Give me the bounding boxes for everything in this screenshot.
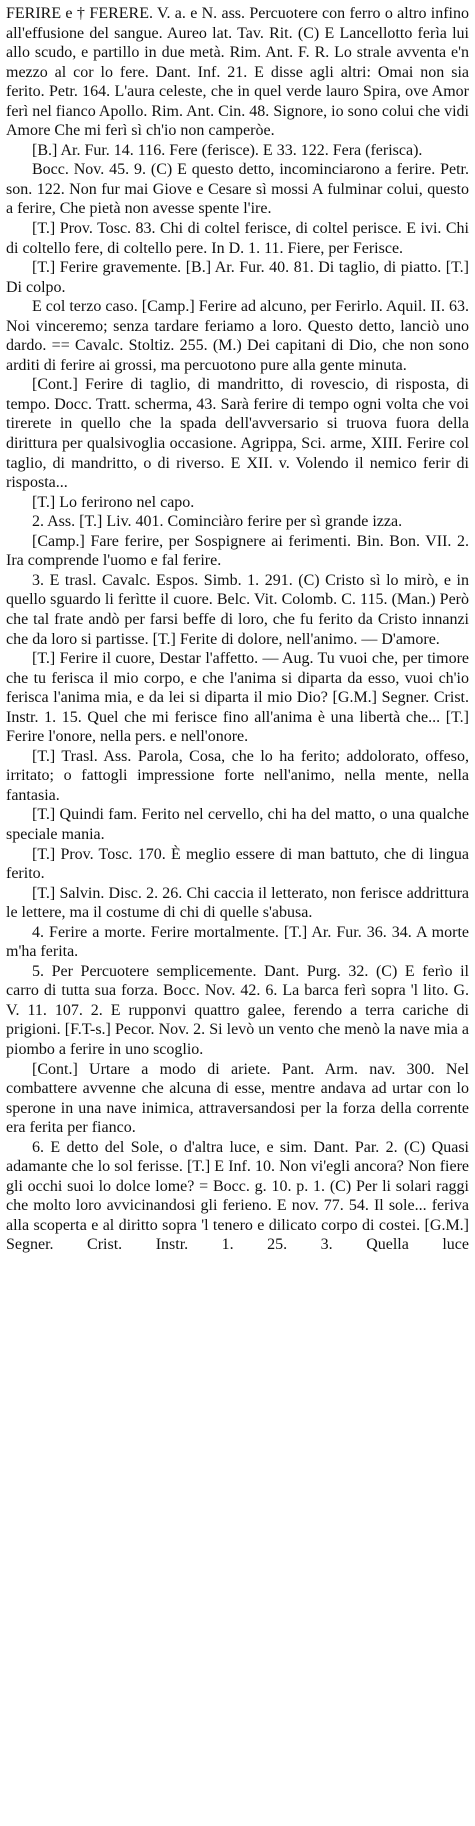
entry-paragraph: [Cont.] Urtare a modo di ariete. Pant. Arm. nav. 300. Nel combattere avvenne che alcuna di esse, mentre andava ad urtar con lo sperone in una nave inimica, attraversandosi per la forza della corrente era ferita per fianco. <box>6 1060 469 1137</box>
entry-paragraph: [T.] Ferire gravemente. [B.] Ar. Fur. 40. 81. Di taglio, di piatto. [T.] Di colpo. <box>6 259 469 296</box>
entry-paragraph: [Cont.] Ferire di taglio, di mandritto, di rovescio, di risposta, di tempo. Docc. Tratt. scherma, 43. Sarà ferire di tempo ogni volta che voi tirerete in quello che la spada dell'avversario si truova fuora della dirittura per qualsivoglia occasione. Agrippa, Sci. arme, XIII. Ferire col taglio, di mandritto, o di riverso. E XII. v. Volendo il nemico ferir di risposta... <box>6 376 469 492</box>
entry-section-paragraph: 5. Per Percuotere semplicemente. Dant. Purg. 32. (C) E ferìo il carro di tutta sua forza. Bocc. Nov. 42. 6. La barca ferì sopra 'l lito. G. V. 11. 107. 2. E rupponvi quattro galee, ferendo a terra cariche di prigioni. [F.T-s.] Pecor. Nov. 2. Si levò un vento che menò la nave mia a piombo a ferire in uno scoglio. <box>6 962 469 1058</box>
entry-paragraph: [T.] Prov. Tosc. 170. È meglio essere di man battuto, che di lingua ferito. <box>6 845 469 883</box>
entry-paragraph: [T.] Prov. Tosc. 83. Chi di coltel ferisce, di coltel perisce. E ivi. Chi di coltello fere, di coltello pere. In D. 1. 11. Fiere, per Ferisce. <box>6 220 469 257</box>
entry-headword-paragraph: FERIRE e † FERERE. V. a. e N. ass. Percuotere con ferro o altro infino all'effusione del sangue. Aureo lat. Tav. Rit. (C) E Lancellotto ferìa lui allo scudo, e partillo in due metà. Rim. Ant. F. R. Lo strale avventa e'n mezzo al cor lo fere. Dant. Inf. 21. E disse agli altri: Omai non sia ferito. Petr. 164. L'aura celeste, che in quel verde lauro Spira, ove Amor ferì nel fianco Apollo. Rim. Ant. Cin. 48. Signore, io sono colui che vidi Amore Che mi ferì sì ch'io non camperòe. <box>6 5 469 140</box>
entry-section-paragraph: 4. Ferire a morte. Ferire mortalmente. [T.] Ar. Fur. 36. 34. A morte m'ha ferita. <box>6 923 469 961</box>
entry-section-paragraph: 6. E detto del Sole, o d'altra luce, e sim. Dant. Par. 2. (C) Quasi adamante che lo sol ferisse. [T.] E Inf. 10. Non vi'egli ancora? Non fiere gli occhi suoi lo dolce lome? = Bocc. g. 10. p. 1. (C) Per li solari raggi che molto loro avvicinandosi gli ferieno. E nov. 77. 54. Il sole... feriva alla scoperta e al diritto sopra 'l tenero e dilicato corpo di costei. [G.M.] Segner. Crist. Instr. 1. 25. 3. Quella luce <box>6 1138 469 1254</box>
entry-paragraph: [B.] Ar. Fur. 14. 116. Fere (ferisce). E 33. 122. Fera (ferisca). <box>32 141 423 159</box>
entry-paragraph: [T.] Lo ferirono nel capo. <box>32 493 195 511</box>
entry-paragraph: [T.] Salvin. Disc. 2. 26. Chi caccia il letterato, non ferisce addrittura le lettere, ma il costume di chi di quelle s'abusa. <box>6 884 469 922</box>
entry-paragraph: E col terzo caso. [Camp.] Ferire ad alcuno, per Ferirlo. Aquil. II. 63. Noi vinceremo; senza tardare feriamo a loro. Questo detto, lanciò uno dardo. == Cavalc. Stoltiz. 255. (M.) Dei capitani di Dio, che non sono arditi di ferire ai grossi, ma percuotono pure alla gente minuta. <box>6 298 469 374</box>
entry-paragraph: [T.] Ferire il cuore, Destar l'affetto. — Aug. Tu vuoi che, per timore che tu ferisca il mio corpo, e che l'anima si diparta da esso, vuoi ch'io ferisca l'anima mia, e da lei si diparta il mio Dio? [G.M.] Segner. Crist. Instr. 1. 15. Quel che mi ferisce fino all'anima è una libertà che... [T.] Ferire l'onore, nella pers. e nell'onore. <box>6 650 469 746</box>
entry-section-paragraph: 3. E trasl. Cavalc. Espos. Simb. 1. 291. (C) Cristo sì lo mirò, e in quello sguardo li ferìtte il cuore. Belc. Vit. Colomb. C. 115. (Man.) Però che tal frate andò per farsi beffe di loro, che fu ferito da Cristo innanzi che da loro si partisse. [T.] Ferite di dolore, nell'animo. — D'amore. <box>6 571 469 648</box>
entry-paragraph: [Camp.] Fare ferire, per Sospignere ai ferimenti. Bin. Bon. VII. 2. Ira comprende l'uomo e fal ferire. <box>6 532 469 570</box>
entry-paragraph: [T.] Trasl. Ass. Parola, Cosa, che lo ha ferito; addolorato, offeso, irritato; o fattogli impressione forte nell'animo, nella mente, nella fantasia. <box>6 747 469 804</box>
entry-paragraph: Bocc. Nov. 45. 9. (C) E questo detto, incominciarono a ferire. Petr. son. 122. Non fur mai Giove e Cesare sì mossi A fulminar colui, questo a ferire, Che pietà non avesse spente l'ire. <box>6 161 469 218</box>
entry-paragraph: [T.] Quindi fam. Ferito nel cervello, chi ha del matto, o una qualche speciale mania. <box>6 806 469 843</box>
dictionary-entry <box>6 4 469 1255</box>
entry-section-paragraph: 2. Ass. [T.] Liv. 401. Cominciàro ferire per sì grande izza. <box>32 513 403 531</box>
